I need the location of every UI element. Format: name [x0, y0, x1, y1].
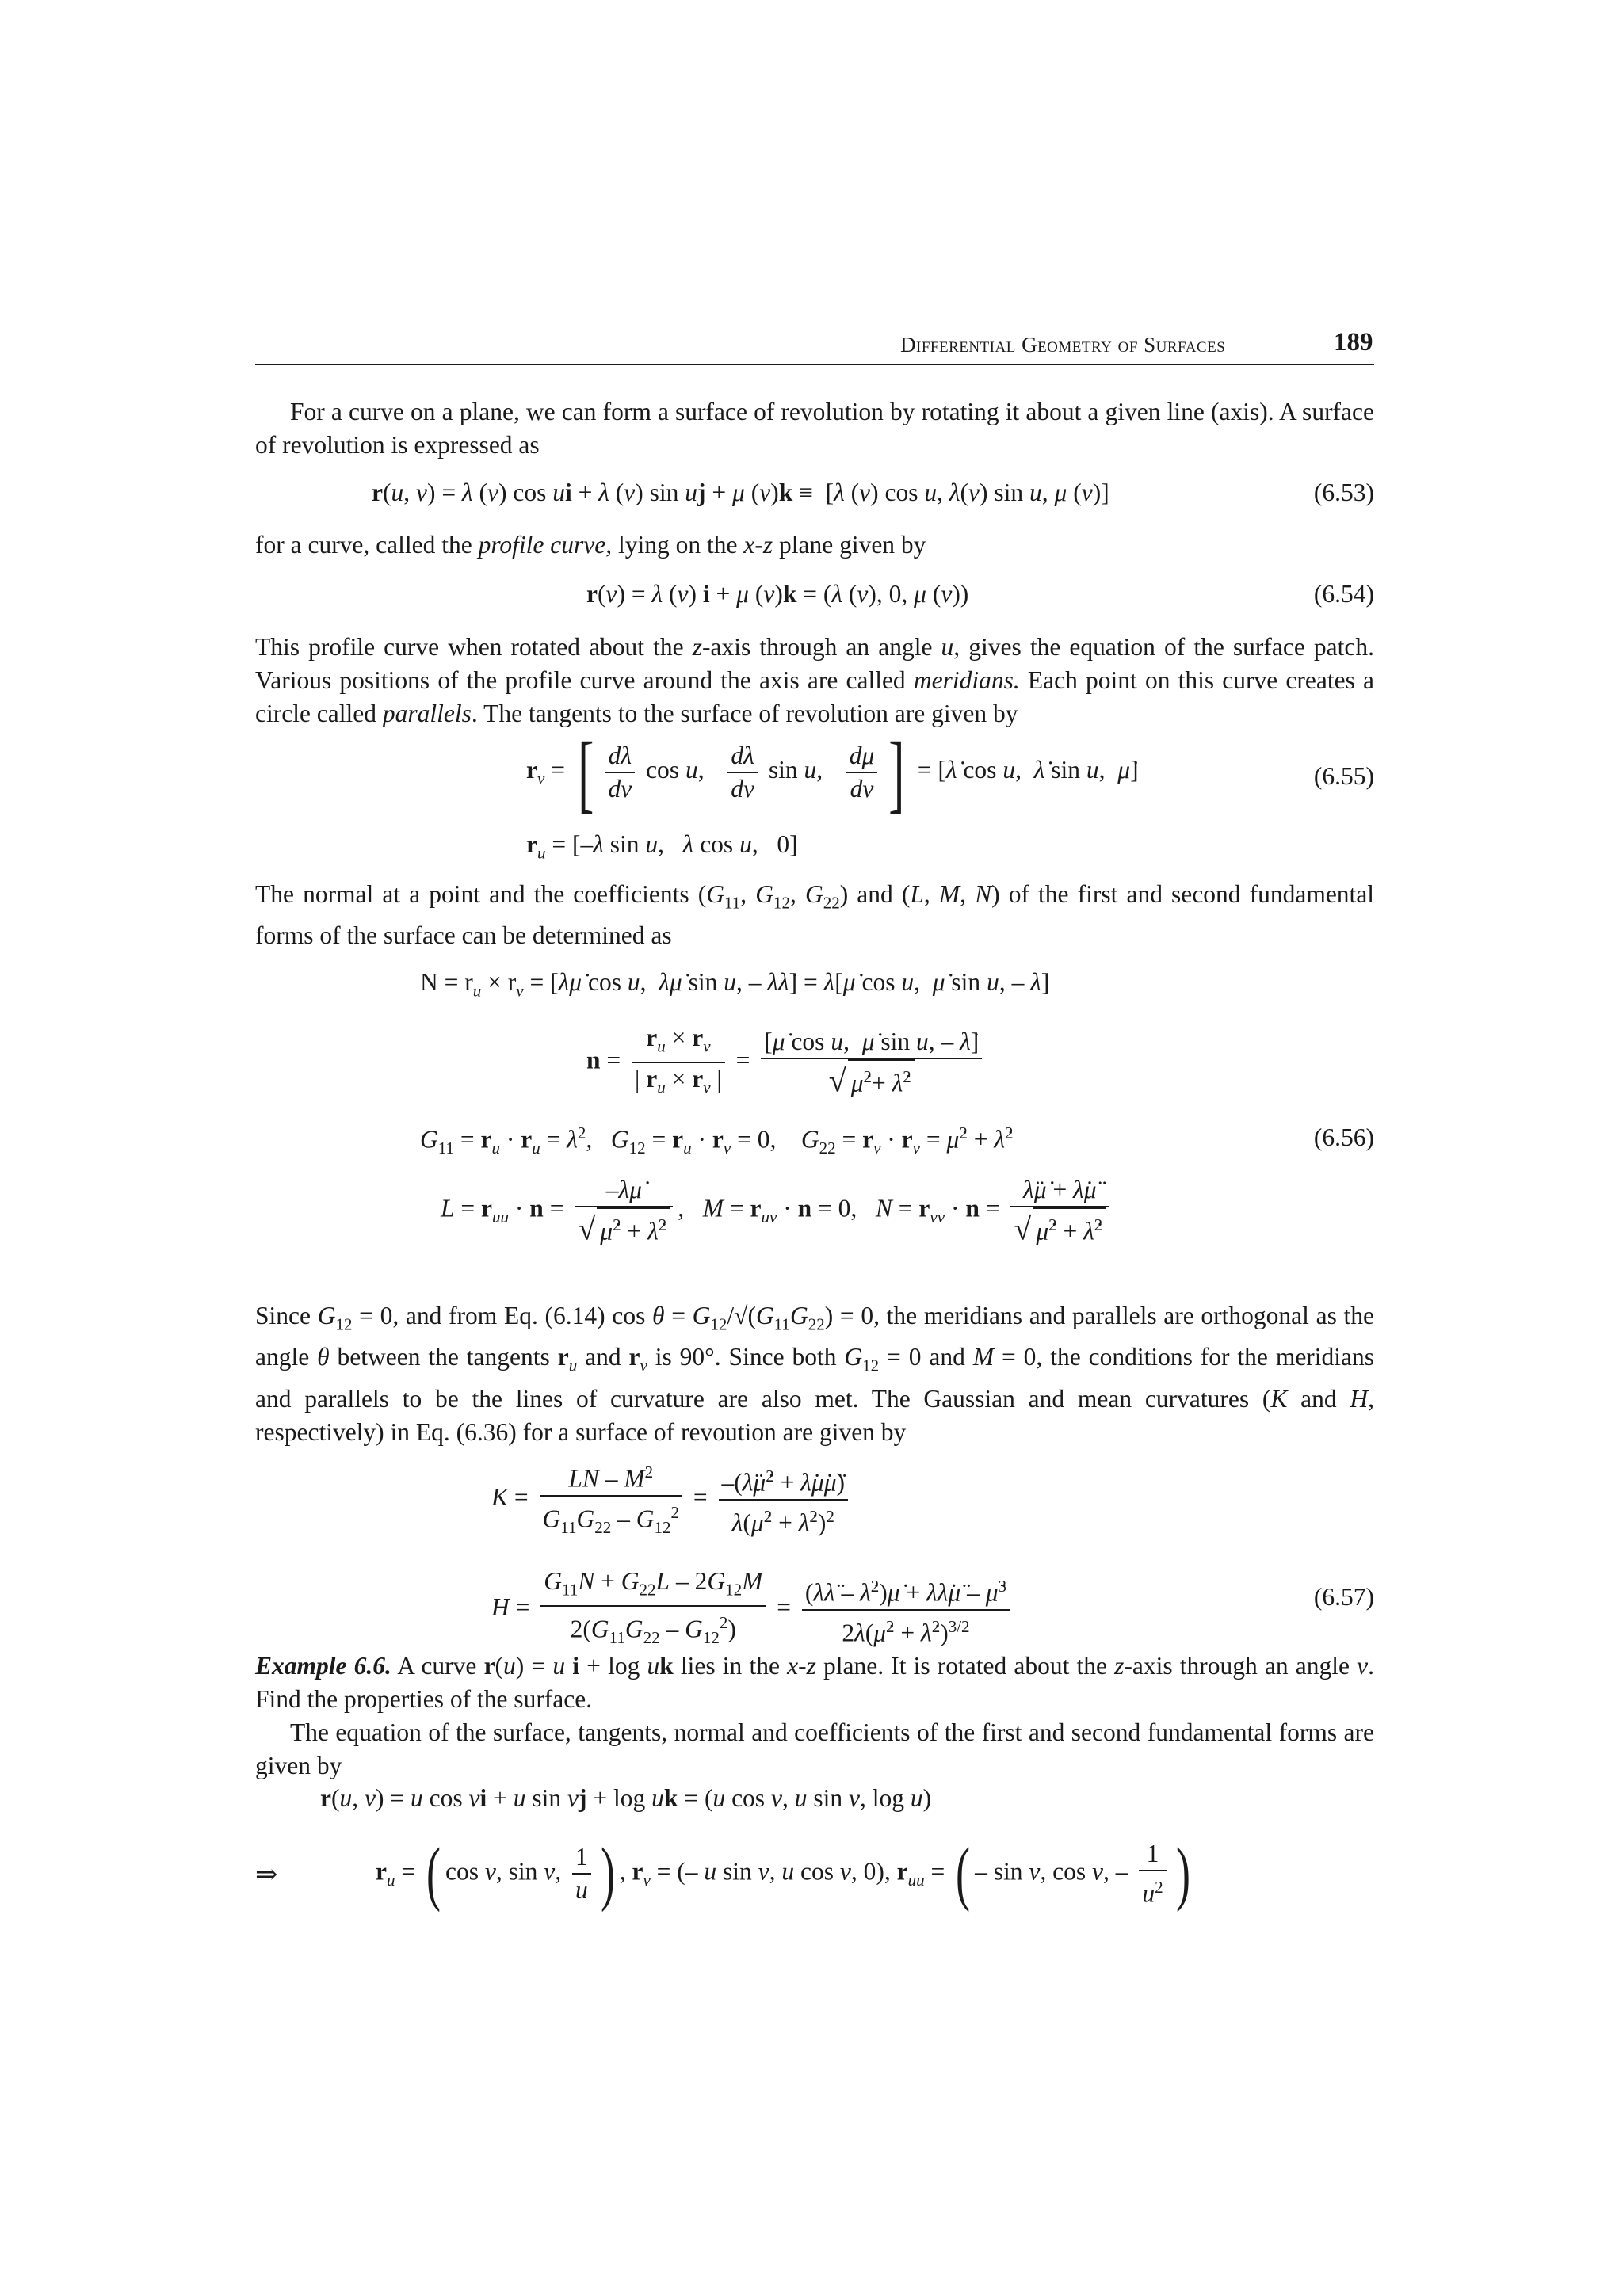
example-6-6: Example 6.6. A curve r(u) = u i + log uk lies in the x-z plane. It is rotated about the z-axis through an angle v. Find the properties of the surface.: [255, 1652, 1375, 1713]
paragraph-5: Since $G_{12} = 0$, and from Eq. (6.14) $\cos \theta = G_{12}/√(G_{11}G_{22}) = 0$, the meridians and parallels are orthogonal as the angle θ between the tangents $r_u$ and $r_v$ is 90°. Since both $G_{12} = 0$ and M = 0, the conditions for the meridians and parallels to be the lines of curvature are also met. The Gaussian and mean curvatures (K and H, respectively) in Eq. (6.36) for a surface of revoution are given by: [255, 1302, 1375, 1446]
equation-unit-normal: n = $\frac{r_u \times r_v}{| r_u \times r_v |}$ = $\frac{\text{[μ̇ cos u, μ̇ sin u, – λ̇]}}{√ \mu̇^2+ \lambdȧ^2}$: [586, 1022, 987, 1104]
equation-number-6-54: (6.54): [1313, 580, 1374, 608]
equation-example-derivatives: $r_u$ = ( cos v, sin v, $\frac{1}{u}$ ) , $r_v$ = (– u sin v, u cos v, 0), $r_{uu}$ = ( – sin v, cos v, – $\frac{1}{u^2}$ ): [376, 1834, 1190, 1913]
equation-normal-N: $N = r_u \times r_v$ = [λμ̇ cos u, λμ̇ sin u, – λλ̇] = λ[μ̇ cos u, μ̇ sin u, – λ̇]: [420, 968, 1050, 1001]
running-title: Differential Geometry of Surfaces: [900, 333, 1226, 357]
equation-number-6-53: (6.53): [1313, 479, 1374, 506]
paragraph-1: For a curve on a plane, we can form a surface of revolution by rotating it about a given line (axis). A surface of revolution is expressed as: [255, 398, 1374, 459]
running-header: [900, 333, 1225, 357]
paragraph-3: This profile curve when rotated about the z-axis through an angle u, gives the equation of the surface patch. Various positions of the profile curve around the axis are called meridians. Each point on this curve creates a circle called parallels. The tangents to the surface of revolution are given by: [255, 633, 1375, 727]
equation-6-57-H: H = $\frac{G_{11}N + G_{22}L - 2G_{12}M}{2(G_{11}G_{22} - G_{12}^2)}$ = $\frac{(\lambda\lambdä - \lambdȧ^2)\mu̇ + \lambda\lambdȧ\mü - \mu̇^3}{2\lambda(\mu̇^2 + \lambdȧ^2)^{3/2}}$: [491, 1566, 1014, 1653]
paragraph-2: for a curve, called the profile curve, lying on the x-z plane given by: [255, 531, 926, 559]
equation-6-54: r(v) = λ (v) i + μ (v)k = (λ (v), 0, μ (v)): [586, 580, 969, 608]
header-rule: [255, 364, 1374, 365]
equation-number-6-55: (6.55): [1313, 762, 1374, 790]
equation-number-6-57: (6.57): [1313, 1583, 1374, 1611]
equation-example-surface: r(u, v) = u cos vi + u sin vj + log uk = (u cos v, u sin v, log u): [320, 1784, 932, 1812]
equation-6-56-G: $G_{11} = r_u \cdot r_u = \lambda^2$, $G_{12} = r_u \cdot r_v = 0$, $G_{22} = r_v \cdot r_v$ = μ̇$^2$ + λ̇$^2$: [420, 1123, 1014, 1158]
equation-6-53: r(u, v) = λ (v) cos ui + λ (v) sin uj + μ (v)k ≡ [λ (v) cos u, λ(v) sin u, μ (v)]: [372, 479, 1109, 506]
equation-6-55-ru: $r_u = [-\lambda$ sin u, λ cos u, 0]: [526, 830, 798, 863]
equation-6-55-rv: $r_v$ = [ $\frac{d\lambda}{dv}$ cos u, $\frac{d\lambda}{dv}$ sin u, $\frac{d\mu}{dv}$ ] = [λ̇ cos u, λ̇ sin u, μ̇]: [526, 724, 1139, 821]
equation-6-56-LMN: $L = r_{uu} \cdot n$ = $\frac{-\lambda\mu̇}{√ \mu̇^2 + \lambdȧ^2}$ , $M = r_{uv} \cdot n = 0$, $N = r_{vv} \cdot n$ = $\frac{\lambdä\mu̇ + \lambdȧ\mü}{√ \mu̇^2 + \lambdȧ^2}$: [441, 1174, 1113, 1248]
equation-6-57-K: K = $\frac{LN - M^2}{G_{11}G_{22} - G_{12}^2}$ = $\frac{-(\lambdä\mu̇^2 + \lambdȧ\mu̇\mü)}{\lambda(\mu̇^2 + \lambdȧ^2)^2}$: [491, 1456, 853, 1543]
example-label: Example 6.6.: [255, 1652, 391, 1680]
paragraph-4: The normal at a point and the coefficients ($G_{11}$, $G_{12}$, $G_{22}$) and (L, M, N) of the first and second fundamental forms of the surface can be determined as: [255, 880, 1375, 950]
implies-symbol: ⇒: [255, 1860, 278, 1890]
equation-number-6-56: (6.56): [1313, 1123, 1374, 1151]
paragraph-6: The equation of the surface, tangents, normal and coefficients of the first and second fundamental forms are given by: [255, 1718, 1374, 1779]
page-number: 189: [1334, 328, 1373, 357]
